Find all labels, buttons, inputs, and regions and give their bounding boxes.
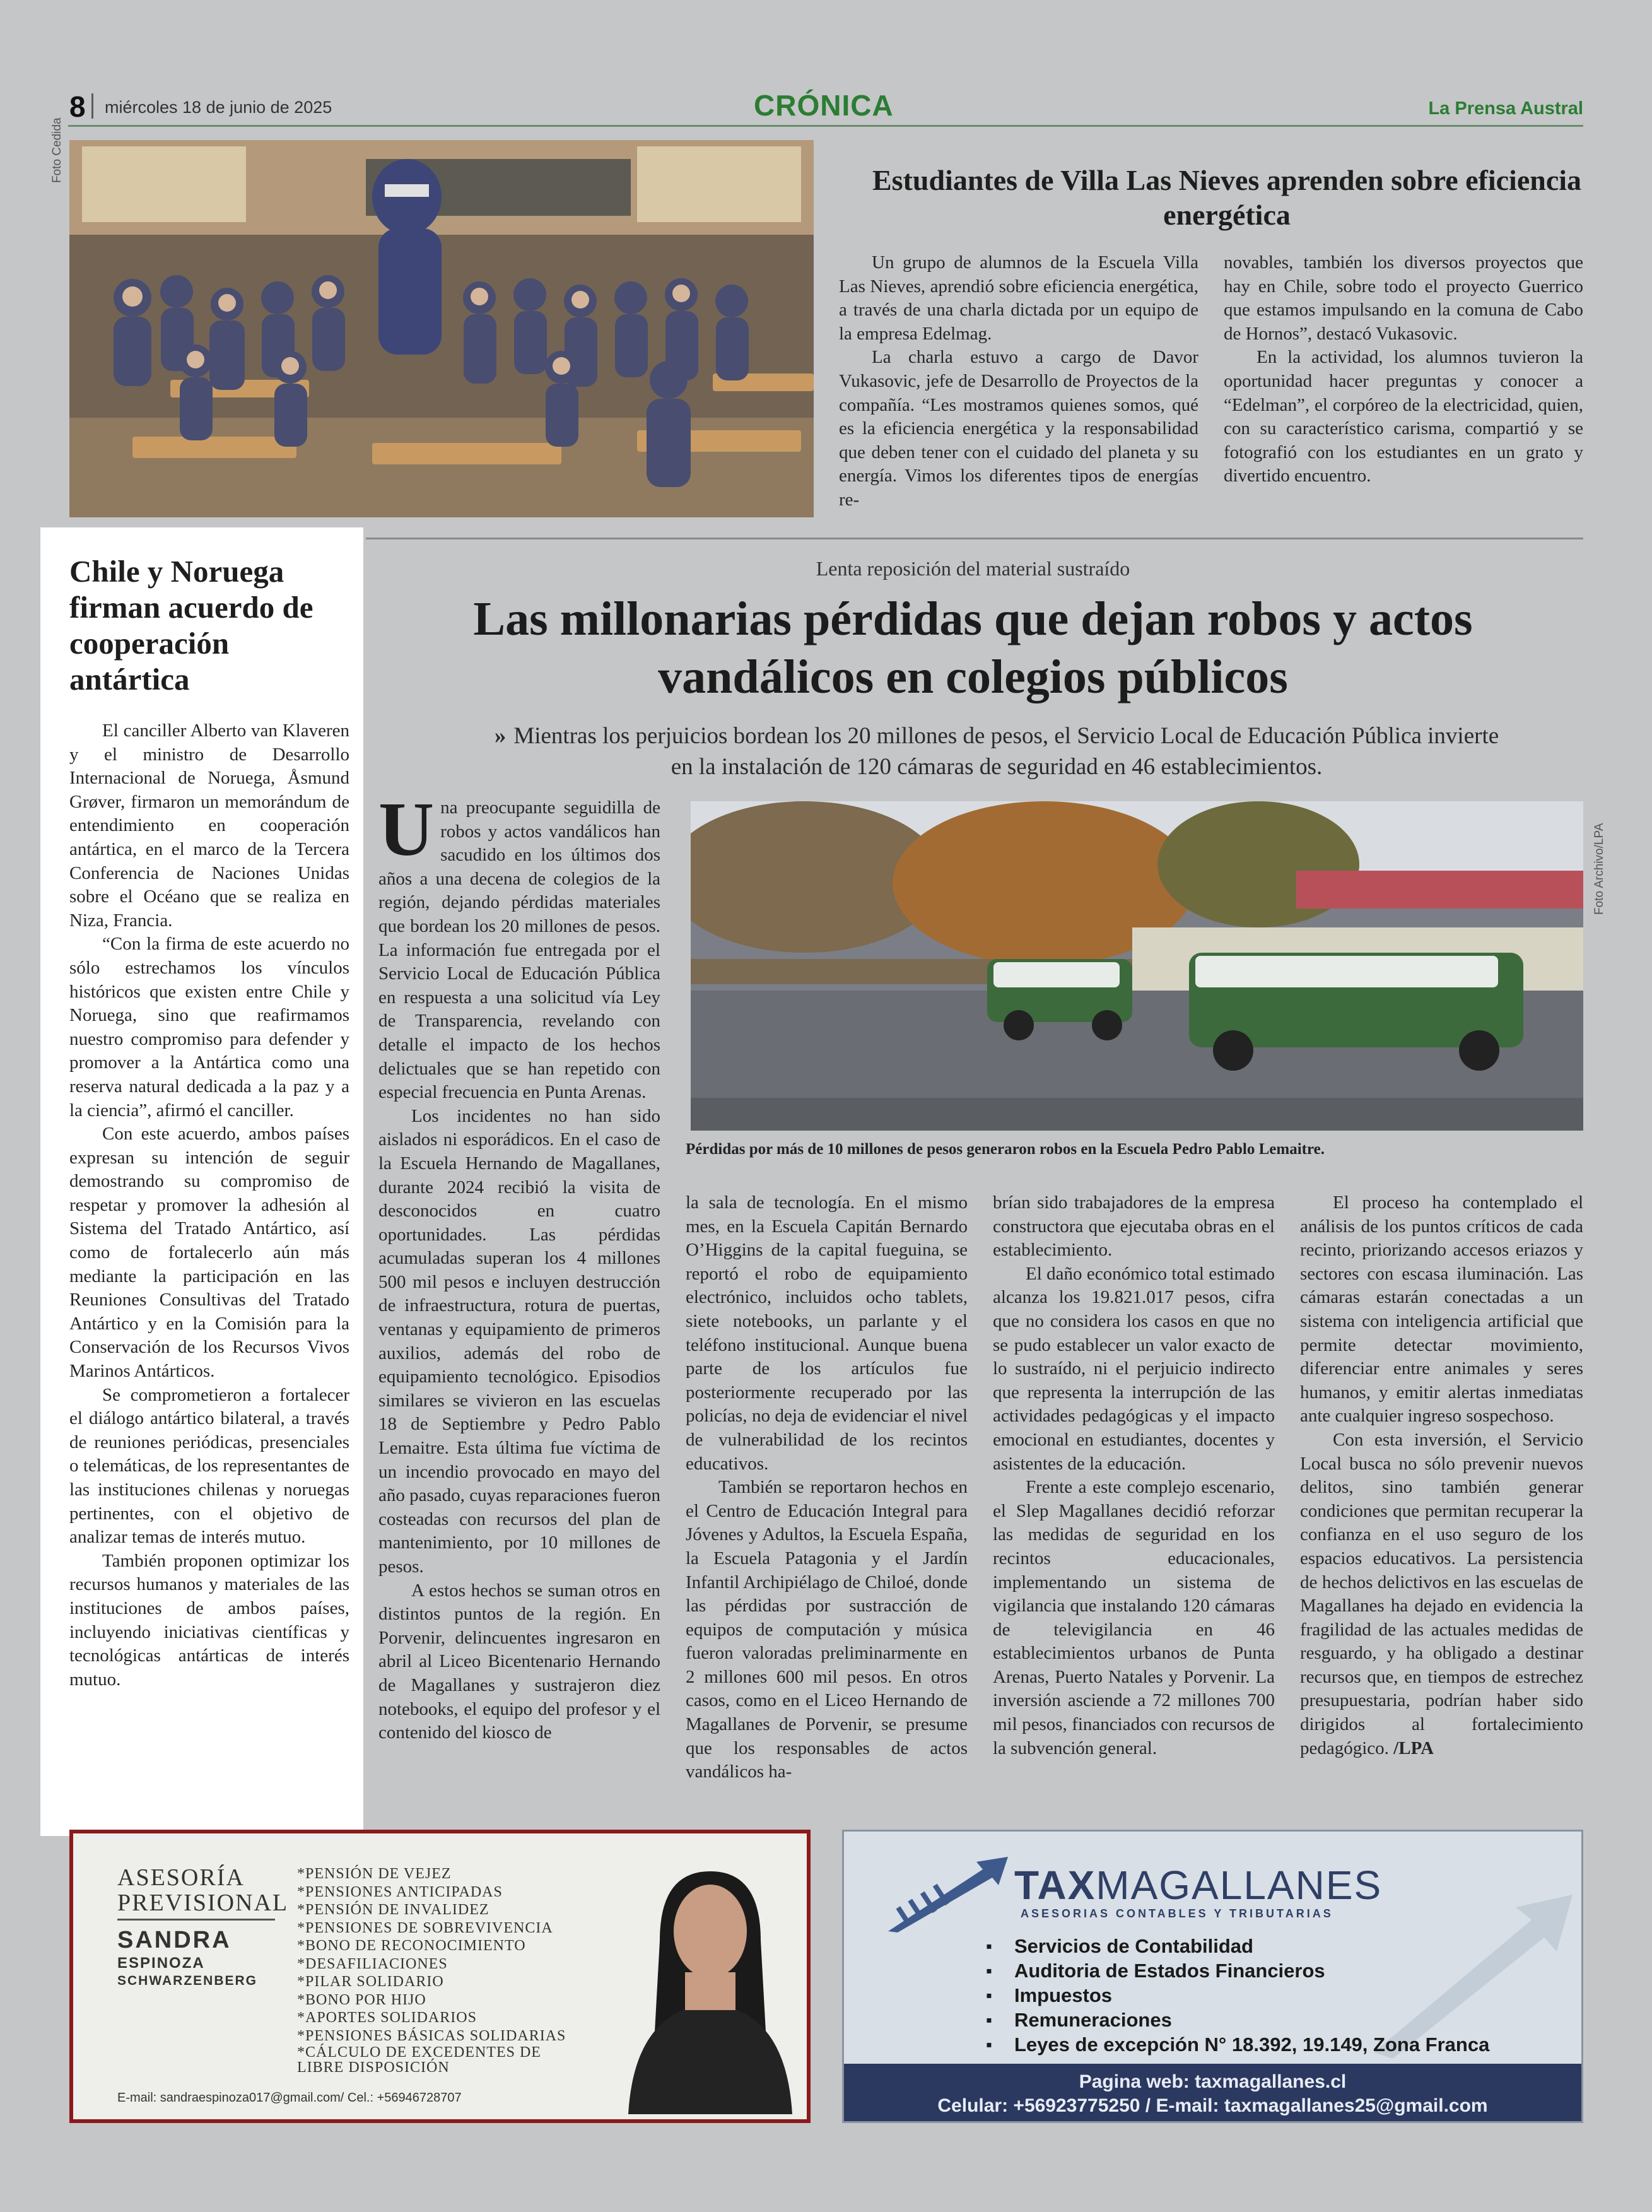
paragraph: Los incidentes no han sido aislados ni esporádicos. En el caso de la Escuela Hernando de Magallanes, durante 2024 recibió la visita de desconocidos en cuatro oportunidades. Las pérdidas acumuladas superan los 4 millones 500 mil pesos e incluyen destrucción de infraestructura, rotura de puertas, ventanas y equipamiento de primeros auxilios, además del robo de equipamiento tecnológico. Episodios similares se vivieron en las escuelas 18 de Septiembre y Pedro Pablo Lemaitre. Esta última fue víctima de un incendio provocado en mayo del año pasado, cuyas reparaciones fueron costeadas con recursos del plan de mantenimiento, por 10 millones de pesos.: [378, 1105, 660, 1577]
paragraph: La charla estuvo a cargo de Davor Vukasovic, jefe de Desarrollo de Proyectos de la compañía. “Les mostramos quienes somos, qué es la eficiencia energética y la responsabilidad que deben tener con el cuidado del planeta y su energía. Vimos los diferentes tipos de energías re-: [839, 347, 1198, 510]
subhead-text: Mientras los perjuicios bordean los 20 millones de pesos, el Servicio Local de Educación Pública invierte en la instalación de 120 cámaras de seguridad en 46 establecimientos.: [513, 723, 1499, 780]
sidebar-title: Chile y Noruega firman acuerdo de cooperación antártica: [69, 554, 313, 697]
article-signature: /LPA: [1393, 1738, 1434, 1758]
list-item-label: Leyes de excepción N° 18.392, 19.149, Zona Franca: [1014, 2033, 1490, 2056]
list-item: *BONO POR HIJO: [297, 1991, 426, 2008]
paragraph: Con este acuerdo, ambos países expresan su intención de seguir demostrando su compromiso de respetar y promover la adhesión al Sistema del Tratado Antártico, así como de fortalecerlo aún más mediante la participación en las Reuniones Consultivas del Tratado Antártico y en la Comisión para la Conservación de los Recursos Vivos Marinos Antárticos.: [69, 1124, 349, 1382]
arrow-logo-icon: [888, 1857, 1008, 1933]
bullet-icon: ▪: [986, 1961, 992, 1980]
paragraph: El proceso ha contemplado el análisis de los puntos críticos de cada recinto, priorizando accesos eriazos y sectores con escasa iluminación. Las cámaras estarán conectadas a un sistema con inteligencia artificial que permite detectar movimiento, diferenciar entre animales y seres humanos, y emitir alertas inmediatas ante cualquier ingreso sospechoso.: [1300, 1192, 1583, 1427]
list-item: [986, 1958, 1541, 1983]
list-item-label: Impuestos: [1014, 1984, 1113, 2006]
paragraph: [1300, 1428, 1583, 1760]
list-item: [986, 1934, 1541, 1958]
paragraph-text: Con esta inversión, el Servicio Local busca no sólo prevenir nuevos delitos, sino también generar condiciones que permitan recuperar la confianza en el uso seguro de los espacios educativos. La persistencia de hechos delictivos en las escuelas de Magallanes ha dejado en evidencia la fragilidad de las actuales medidas de resguardo, y ha obligado a destinar recursos que, en tiempos de estrechez presupuestaria, podrían haber sido dirigidos al fortalecimiento pedagógico.: [1300, 1429, 1583, 1758]
list-item: [986, 1983, 1541, 2008]
bullet-icon: ▪: [986, 2010, 992, 2030]
bullet-icon: ▪: [986, 1986, 992, 2005]
top-story-column-1: [839, 251, 1198, 512]
list-item: *PENSIONES BÁSICAS SOLIDARIAS: [297, 2027, 566, 2044]
paragraph: El daño económico total estimado alcanza los 19.821.017 pesos, cifra que no considera los casos en que no se pudo establecer un valor exacto de lo sustraído, ni el perjuicio indirecto que representa la interrupción de las actividades pedagógicas y el impacto emocional en estudiantes, docentes y asistentes de la educación.: [993, 1263, 1275, 1474]
photo-caption: Pérdidas por más de 10 millones de pesos generaron robos en la Escuela Pedro Pablo Lemaitre.: [686, 1141, 1325, 1158]
ad-website[interactable]: Pagina web: taxmagallanes.cl: [1079, 2071, 1347, 2092]
tax-services-list: [986, 1934, 1541, 2057]
newspaper-name: La Prensa Austral: [1428, 98, 1583, 119]
subhead-arrow-icon: »: [494, 723, 507, 749]
school-patrol-photo: [691, 801, 1583, 1131]
brand-rest: MAGALLANES: [1096, 1862, 1383, 1908]
main-kicker: Lenta reposición del material sustraído: [816, 557, 1130, 580]
list-item: *BONO DE RECONOCIMIENTO: [297, 1938, 526, 1954]
brand-bold: TAX: [1014, 1862, 1096, 1908]
top-photo-credit: Foto Cedida: [50, 117, 64, 183]
main-column-4: [1300, 1191, 1583, 1760]
paragraph: la sala de tecnología. En el mismo mes, en la Escuela Capitán Bernardo O’Higgins de la capital fueguina, se reportó el robo de equipamiento electrónico, incluidos ocho tablets, siete notebooks, un parlante y el teléfono institucional. Aunque buena parte de los artículos fue posteriormente recuperado por las policías, no deja de evidenciar el nivel de vulnerabilidad de los recintos educativos.: [686, 1192, 968, 1474]
bullet-icon: ▪: [986, 2035, 992, 2054]
drop-cap: U: [378, 787, 435, 872]
ad-tagline: ASESORIAS CONTABLES Y TRIBUTARIAS: [1021, 1907, 1333, 1920]
paragraph: También proponen optimizar los recursos humanos y materiales de las instituciones de ambos países, incluyendo iniciativas científicas y tecnológicas antárticas de interés mutuo.: [69, 1550, 349, 1690]
main-subhead: [486, 721, 1508, 782]
list-item: *PENSIÓN DE VEJEZ: [297, 1866, 452, 1882]
list-item-label: Auditoria de Estados Financieros: [1014, 1960, 1325, 1982]
list-item: *CÁLCULO DE EXCEDENTES DE LIBRE DISPOSICIÓN: [297, 2044, 541, 2076]
bullet-icon: ▪: [986, 1936, 992, 1956]
paragraph: brían sido trabajadores de la empresa constructora que ejecutaba obras en el establecimiento.: [993, 1192, 1275, 1261]
paragraph: El canciller Alberto van Klaveren y el ministro de Desarrollo Internacional de Noruega, Åsmund Grøver, firmaron un memorándum de entendimiento en cooperación antártica, en el marco de la Tercera Conferencia de Naciones Unidas sobre el Océano que se realiza en Niza, Francia.: [69, 721, 349, 931]
ad-divider: [117, 1919, 275, 1921]
advisor-surname: SCHWARZENBERG: [117, 1974, 258, 1988]
list-item: *APORTES SOLIDARIOS: [297, 2009, 477, 2026]
students-photo: [69, 140, 814, 517]
paragraph: na preocupante seguidilla de robos y actos vandálicos han sacudido en los últimos dos años a una decena de colegios de la región, dejando pérdidas materiales que bordean los 20 millones de pesos. La información fue entregada por el Servicio Local de Educación Pública en respuesta a una solicitud vía Ley de Transparencia, revelando con detalle el impacto de los hechos delictuales que se han repetido con especial frecuencia en Punta Arenas.: [378, 797, 660, 1103]
paragraph: También se reportaron hechos en el Centro de Educación Integral para Jóvenes y Adultos, la Escuela España, la Escuela Patagonia y el Jardín Infantil Archipiélago de Chiloé, donde las pérdidas por sustracción de equipos de computación y música fueron valoradas preliminarmente en 2 millones 600 mil pesos. En otros casos, como en el Liceo Hernando de Magallanes de Porvenir, se presume que los responsables de actos vandálicos ha-: [686, 1477, 968, 1782]
top-story-title: Estudiantes de Villa Las Nieves aprenden sobre eficiencia energética: [872, 164, 1582, 231]
main-headline: Las millonarias pérdidas que dejan robos y actos vandálicos en colegios públicos: [473, 592, 1473, 703]
main-column-3: [993, 1191, 1275, 1760]
tax-magallanes-ad[interactable]: [842, 1830, 1583, 2123]
list-item-label: Servicios de Contabilidad: [1014, 1935, 1253, 1957]
ad-title: [117, 1865, 288, 1915]
issue-date: miércoles 18 de junio de 2025: [105, 98, 332, 117]
paragraph: En la actividad, los alumnos tuvieron la oportunidad hacer preguntas y conocer a “Edelman”, el corpóreo de la electricidad, quien, con su característico carisma, compartió y se fotografió con los estudiantes en un grato y divertido encuentro.: [1224, 347, 1583, 486]
list-item: *PILAR SOLIDARIO: [297, 1974, 444, 1990]
section-divider: [366, 538, 1583, 539]
list-item: *PENSIONES ANTICIPADAS: [297, 1883, 503, 1900]
pension-advisory-ad[interactable]: [69, 1830, 811, 2123]
paragraph: A estos hechos se suman otros en distintos puntos de la región. En Porvenir, delincuentes ingresaron en abril al Liceo Bicentenario Hernando de Magallanes y sustrajeron diez notebooks, el equipo del profesor y el contenido del kiosco de: [378, 1580, 660, 1743]
paragraph: novables, también los diversos proyectos que hay en Chile, sobre todo el proyecto Guerrico que estamos impulsando en la comuna de Cabo de Hornos”, destacó Vukasovic.: [1224, 252, 1583, 344]
section-name: CRÓNICA: [754, 89, 894, 122]
list-item-label: Remuneraciones: [1014, 2009, 1172, 2031]
list-item: *PENSIÓN DE INVALIDEZ: [297, 1902, 489, 1918]
advisor-surname: ESPINOZA: [117, 1955, 205, 1972]
pension-services-list: [297, 1865, 600, 2075]
paragraph: Frente a este complejo escenario, el Slep Magallanes decidió reforzar las medidas de seguridad en los recintos educacionales, implementando un sistema de vigilancia que instalando 120 cámaras de televigilancia en 46 establecimientos urbanos de Punta Arenas, Puerto Natales y Porvenir. La inversión asciende a 72 millones 700 mil pesos, financiados con recursos de la subvención general.: [993, 1477, 1275, 1758]
list-item: [986, 2008, 1541, 2032]
main-column-1: [378, 787, 660, 1745]
paragraph: Se comprometieron a fortalecer el diálogo antártico bilateral, a través de reuniones periódicas, presenciales o telemáticas, de los representantes de las instituciones chilenas y noruegas pertinentes, con el objetivo de analizar temas de interés mutuo.: [69, 1384, 349, 1548]
ad-contact[interactable]: E-mail: sandraespinoza017@gmail.com/ Cel.: +56946728707: [117, 2091, 462, 2105]
page-number: 8: [69, 90, 86, 123]
list-item: *DESAFILIACIONES: [297, 1955, 448, 1972]
ad-brand: [1014, 1862, 1382, 1909]
top-story-column-2: [1224, 251, 1583, 488]
list-item: [986, 2032, 1541, 2057]
ad-contact[interactable]: Celular: +56923775250 / E-mail: taxmagallanes25@gmail.com: [937, 2095, 1488, 2116]
main-column-2: [686, 1191, 968, 1784]
sidebar-body: [69, 719, 349, 1691]
header-separator: [91, 93, 93, 119]
paragraph: “Con la firma de este acuerdo no sólo estrechamos los vínculos históricos que existen entre Chile y Noruega, sino que reafirmamos nuestro compromiso para defender y promover a la Antártica como una reserva natural dedicada a la paz y a la ciencia”, afirmó el canciller.: [69, 934, 349, 1121]
advisor-portrait: [603, 1846, 805, 2114]
paragraph: Un grupo de alumnos de la Escuela Villa Las Nieves, aprendió sobre eficiencia energética, a través de una charla dictada por un equipo de la empresa Edelmag.: [839, 252, 1198, 344]
ad-title-line: ASESORÍA: [117, 1864, 245, 1891]
advisor-name: SANDRA: [117, 1927, 231, 1953]
header-rule: [68, 125, 1583, 127]
list-item: *PENSIONES DE SOBREVIVENCIA: [297, 1919, 553, 1936]
main-photo-credit: Foto Archivo/LPA: [1593, 823, 1606, 915]
ad-title-line: PREVISIONAL: [117, 1890, 289, 1916]
